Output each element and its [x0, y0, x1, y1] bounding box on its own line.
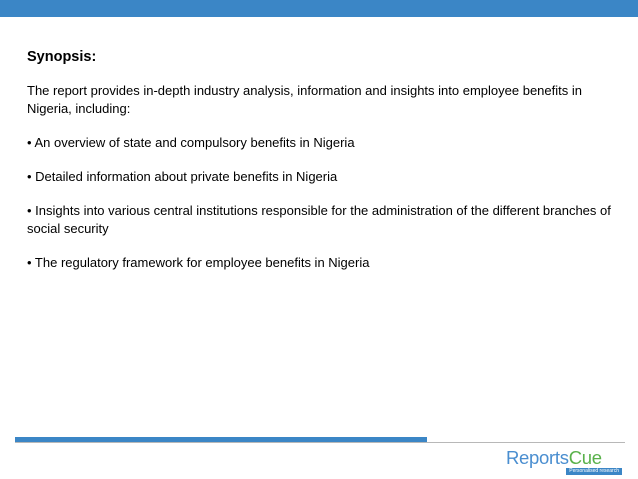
bullet-item: • An overview of state and compulsory benefits in Nigeria: [27, 135, 355, 150]
footer-divider: [15, 442, 625, 443]
bullet-item: • The regulatory framework for employee benefits in Nigeria: [27, 255, 370, 270]
reportscue-logo: [506, 448, 624, 476]
slide-heading: Synopsis:: [27, 49, 97, 65]
bullet-list: [27, 134, 612, 272]
intro-paragraph: The report provides in-depth industry analysis, information and insights into employee benefits in Nigeria, including:: [27, 83, 582, 116]
logo-wordmark: [506, 448, 624, 468]
bullet-item: • Insights into various central institutions responsible for the administration of the different branches of social security: [27, 203, 611, 236]
bullet-item: • Detailed information about private benefits in Nigeria: [27, 169, 338, 184]
logo-word-cue: Cue: [568, 447, 602, 468]
header-bar: [0, 0, 638, 17]
logo-tagline: Personalised research: [566, 468, 622, 475]
logo-word-reports: Reports: [506, 447, 569, 468]
slide-content: [27, 48, 612, 288]
